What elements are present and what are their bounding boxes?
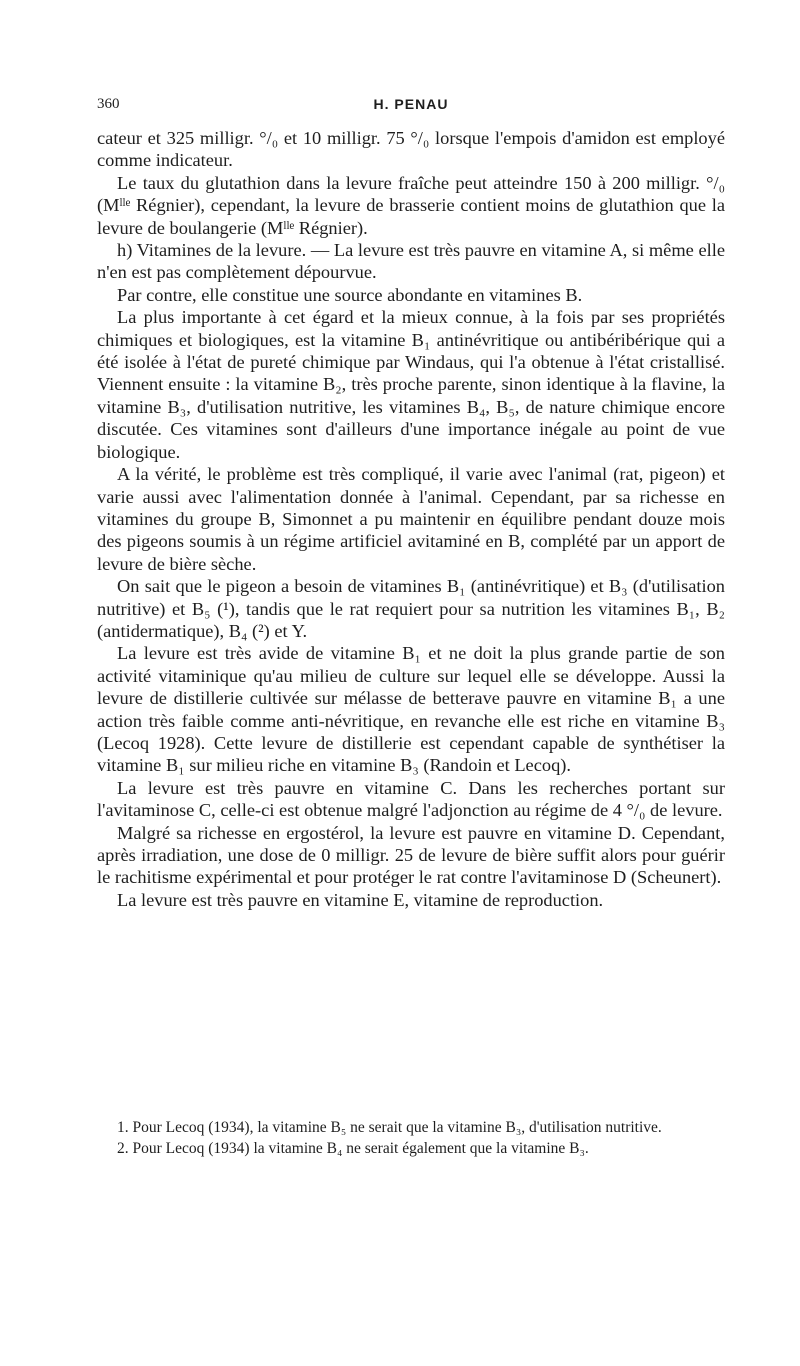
paragraph: A la vérité, le problème est très compliqué, il varie avec l'animal (rat, pigeon) et varie aussi avec l'alimentation donnée à l'animal. Cependant, par sa richesse en vitamines du groupe B, Simonnet a pu maintenir en équilibre pendant douze mois des pigeons soumis à un régime artificiel avitaminé en B, complété par un apport de levure de bière sèche. <box>97 464 725 574</box>
section-heading-paragraph: h) Vitamines de la levure. — La levure est très pauvre en vitamine A, si même elle n'en est pas complètement dépourvue. <box>97 240 725 283</box>
paragraph: Malgré sa richesse en ergostérol, la levure est pauvre en vitamine D. Cependant, après irradiation, une dose de 0 milligr. 25 de levure de bière suffit alors pour guérir le rachitisme expérimental et pour protéger le rat contre l'avitaminose D (Scheunert). <box>97 822 725 888</box>
running-head-author: H. PENAU <box>373 96 449 112</box>
paragraph: La levure est très avide de vitamine B₁ et ne doit la plus grande partie de son activité vitaminique qu'au milieu de culture sur lequel elle se développe. Aussi la levure de distillerie cultivée sur mélasse de betterave pauvre en vitamine B₁ a une action très faible comme anti-névritique, en revanche elle est riche en vitamine B₃ (Lecoq 1928). Cette levure de distillerie est cependant capable de synthétiser la vitamine B₁ sur milieu riche en vitamine B₃ (Randoin et Lecoq). <box>97 643 725 776</box>
paragraph: Le taux du glutathion dans la levure fraîche peut atteindre 150 à 200 milligr. °/₀ (Mˡˡᵉ Régnier), cependant, la levure de brasserie contient moins de glutathion que la levure de boulangerie (Mˡˡᵉ Régnier). <box>97 172 725 238</box>
page-number: 360 <box>97 96 120 112</box>
running-header <box>97 96 725 120</box>
paragraph: cateur et 325 milligr. °/₀ et 10 milligr. 75 °/₀ lorsque l'empois d'amidon est employé comme indicateur. <box>97 128 725 171</box>
footnotes <box>97 1117 725 1159</box>
paragraph: La plus importante à cet égard et la mieux connue, à la fois par ses propriétés chimiques et biologiques, est la vitamine B₁ antinévritique ou antibéribérique qui a été isolée à l'état de pureté chimique par Windaus, qui l'a obtenue à l'état cristallisé. Viennent ensuite : la vitamine B₂, très proche parente, sinon identique à la flavine, la vitamine B₃, d'utilisation nutritive, les vitamines B₄, B₅, de nature chimique encore discutée. Ces vitamines sont d'ailleurs d'une importance inégale au point de vue biologique. <box>97 307 725 462</box>
footnote: 2. Pour Lecoq (1934) la vitamine B₄ ne serait également que la vitamine B₃. <box>117 1140 589 1157</box>
paragraph: La levure est très pauvre en vitamine C. Dans les recherches portant sur l'avitaminose C, celle-ci est obtenue malgré l'adjonction au régime de 4 °/₀ de levure. <box>97 777 725 821</box>
paragraph: La levure est très pauvre en vitamine E, vitamine de reproduction. <box>117 889 604 910</box>
paragraph: On sait que le pigeon a besoin de vitamines B₁ (antinévritique) et B₃ (d'utilisation nutritive) et B₅ (¹), tandis que le rat requiert pour sa nutrition les vitamines B₁, B₂ (antidermatique), B₄ (²) et Y. <box>97 576 725 641</box>
body-text <box>97 127 725 911</box>
paragraph: Par contre, elle constitue une source abondante en vitamines B. <box>117 284 583 305</box>
footnote: 1. Pour Lecoq (1934), la vitamine B₅ ne serait que la vitamine B₃, d'utilisation nutritive. <box>117 1119 662 1136</box>
